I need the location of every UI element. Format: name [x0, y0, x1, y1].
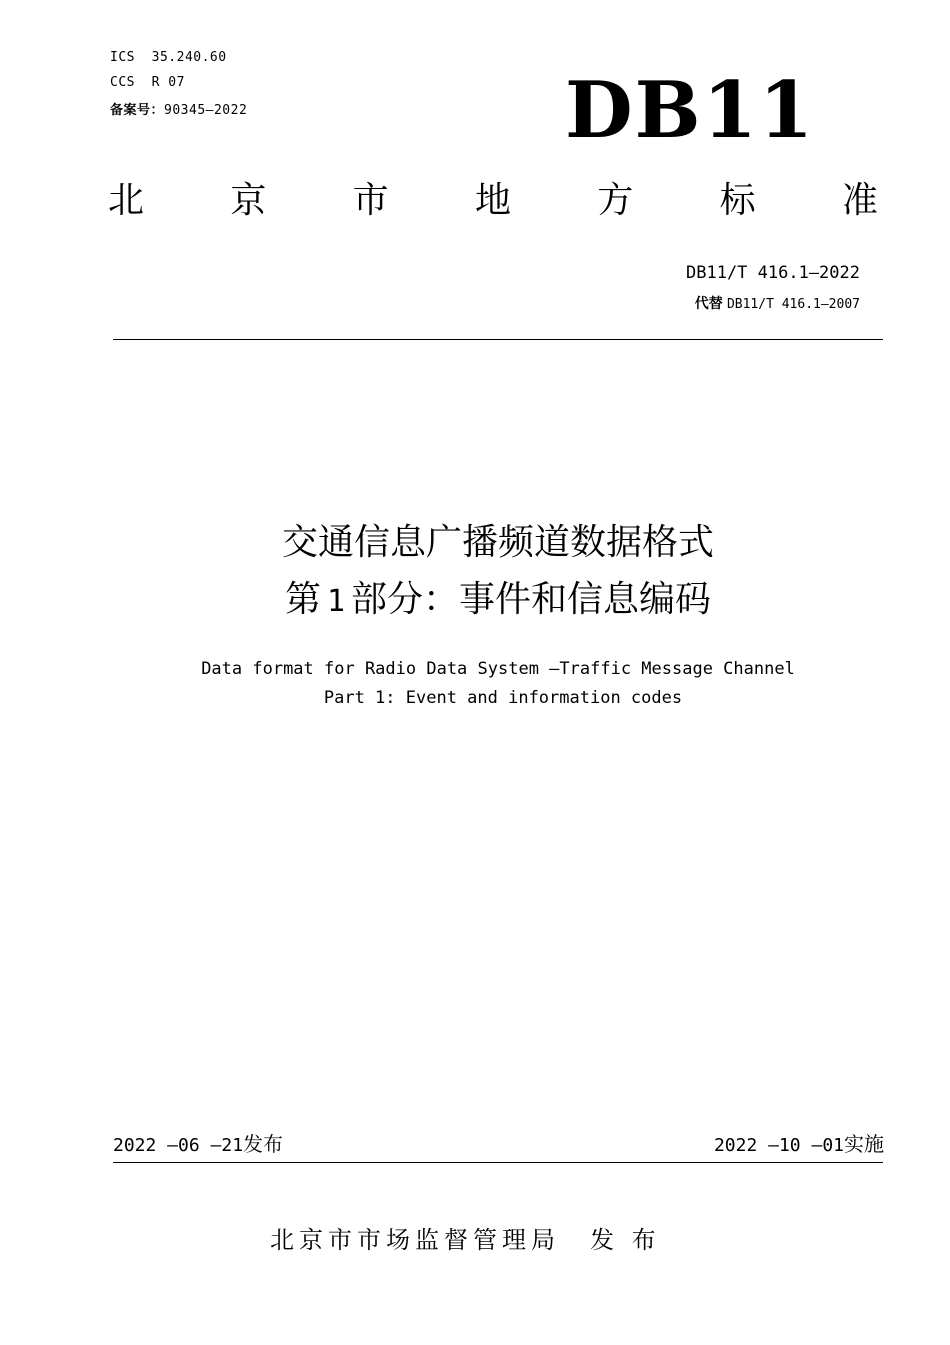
issue-label: 发 布	[590, 1226, 661, 1254]
doc-type-char: 准	[841, 180, 878, 221]
filing-number: 90345—2022	[164, 103, 248, 118]
title-cn-line2	[0, 579, 950, 620]
ics-code: ICS 35.240.60	[110, 50, 227, 65]
replaces-line	[695, 293, 860, 313]
ccs-code: CCS R 07	[110, 75, 185, 90]
title-cn-line1: 交通信息广播频道数据格式	[281, 522, 714, 563]
doc-type-char: 京	[230, 180, 267, 221]
title-en-line1: Data format for Radio Data System —Traffic Message Channel	[201, 659, 795, 679]
doc-type-char: 方	[597, 180, 634, 221]
doc-type-char: 北	[108, 180, 145, 221]
publish-label: 发布	[243, 1132, 284, 1156]
doc-type-char: 标	[719, 180, 756, 221]
header-divider	[113, 339, 883, 340]
title-en-line2: Part 1: Event and information codes	[323, 688, 683, 708]
effective-date-line	[714, 1134, 884, 1155]
effective-date: 2022 —10 —01	[713, 1135, 844, 1156]
footer-divider	[113, 1162, 883, 1163]
title-part-prefix: 第	[284, 579, 321, 620]
doc-type-char: 市	[352, 180, 389, 221]
title-part-rest: 部分：事件和信息编码	[351, 579, 712, 620]
standard-number: DB11/T 416.1—2022	[686, 263, 860, 283]
replaces-label: 代替	[694, 296, 723, 312]
publish-date: 2022 —06 —21	[113, 1135, 244, 1156]
publish-date-line	[113, 1134, 283, 1155]
replaces-number: DB11/T 416.1—2007	[726, 297, 860, 312]
issuing-authority: 北京市市场监督管理局	[270, 1226, 560, 1254]
title-part-number: 1	[326, 584, 346, 619]
document-type	[108, 180, 878, 221]
filing-label: 备案号：	[110, 103, 165, 118]
doc-type-char: 地	[474, 180, 511, 221]
standard-code-logo: DB11	[565, 65, 816, 156]
issuer-line	[270, 1228, 661, 1252]
filing-record	[110, 99, 247, 118]
effective-label: 实施	[844, 1132, 884, 1156]
